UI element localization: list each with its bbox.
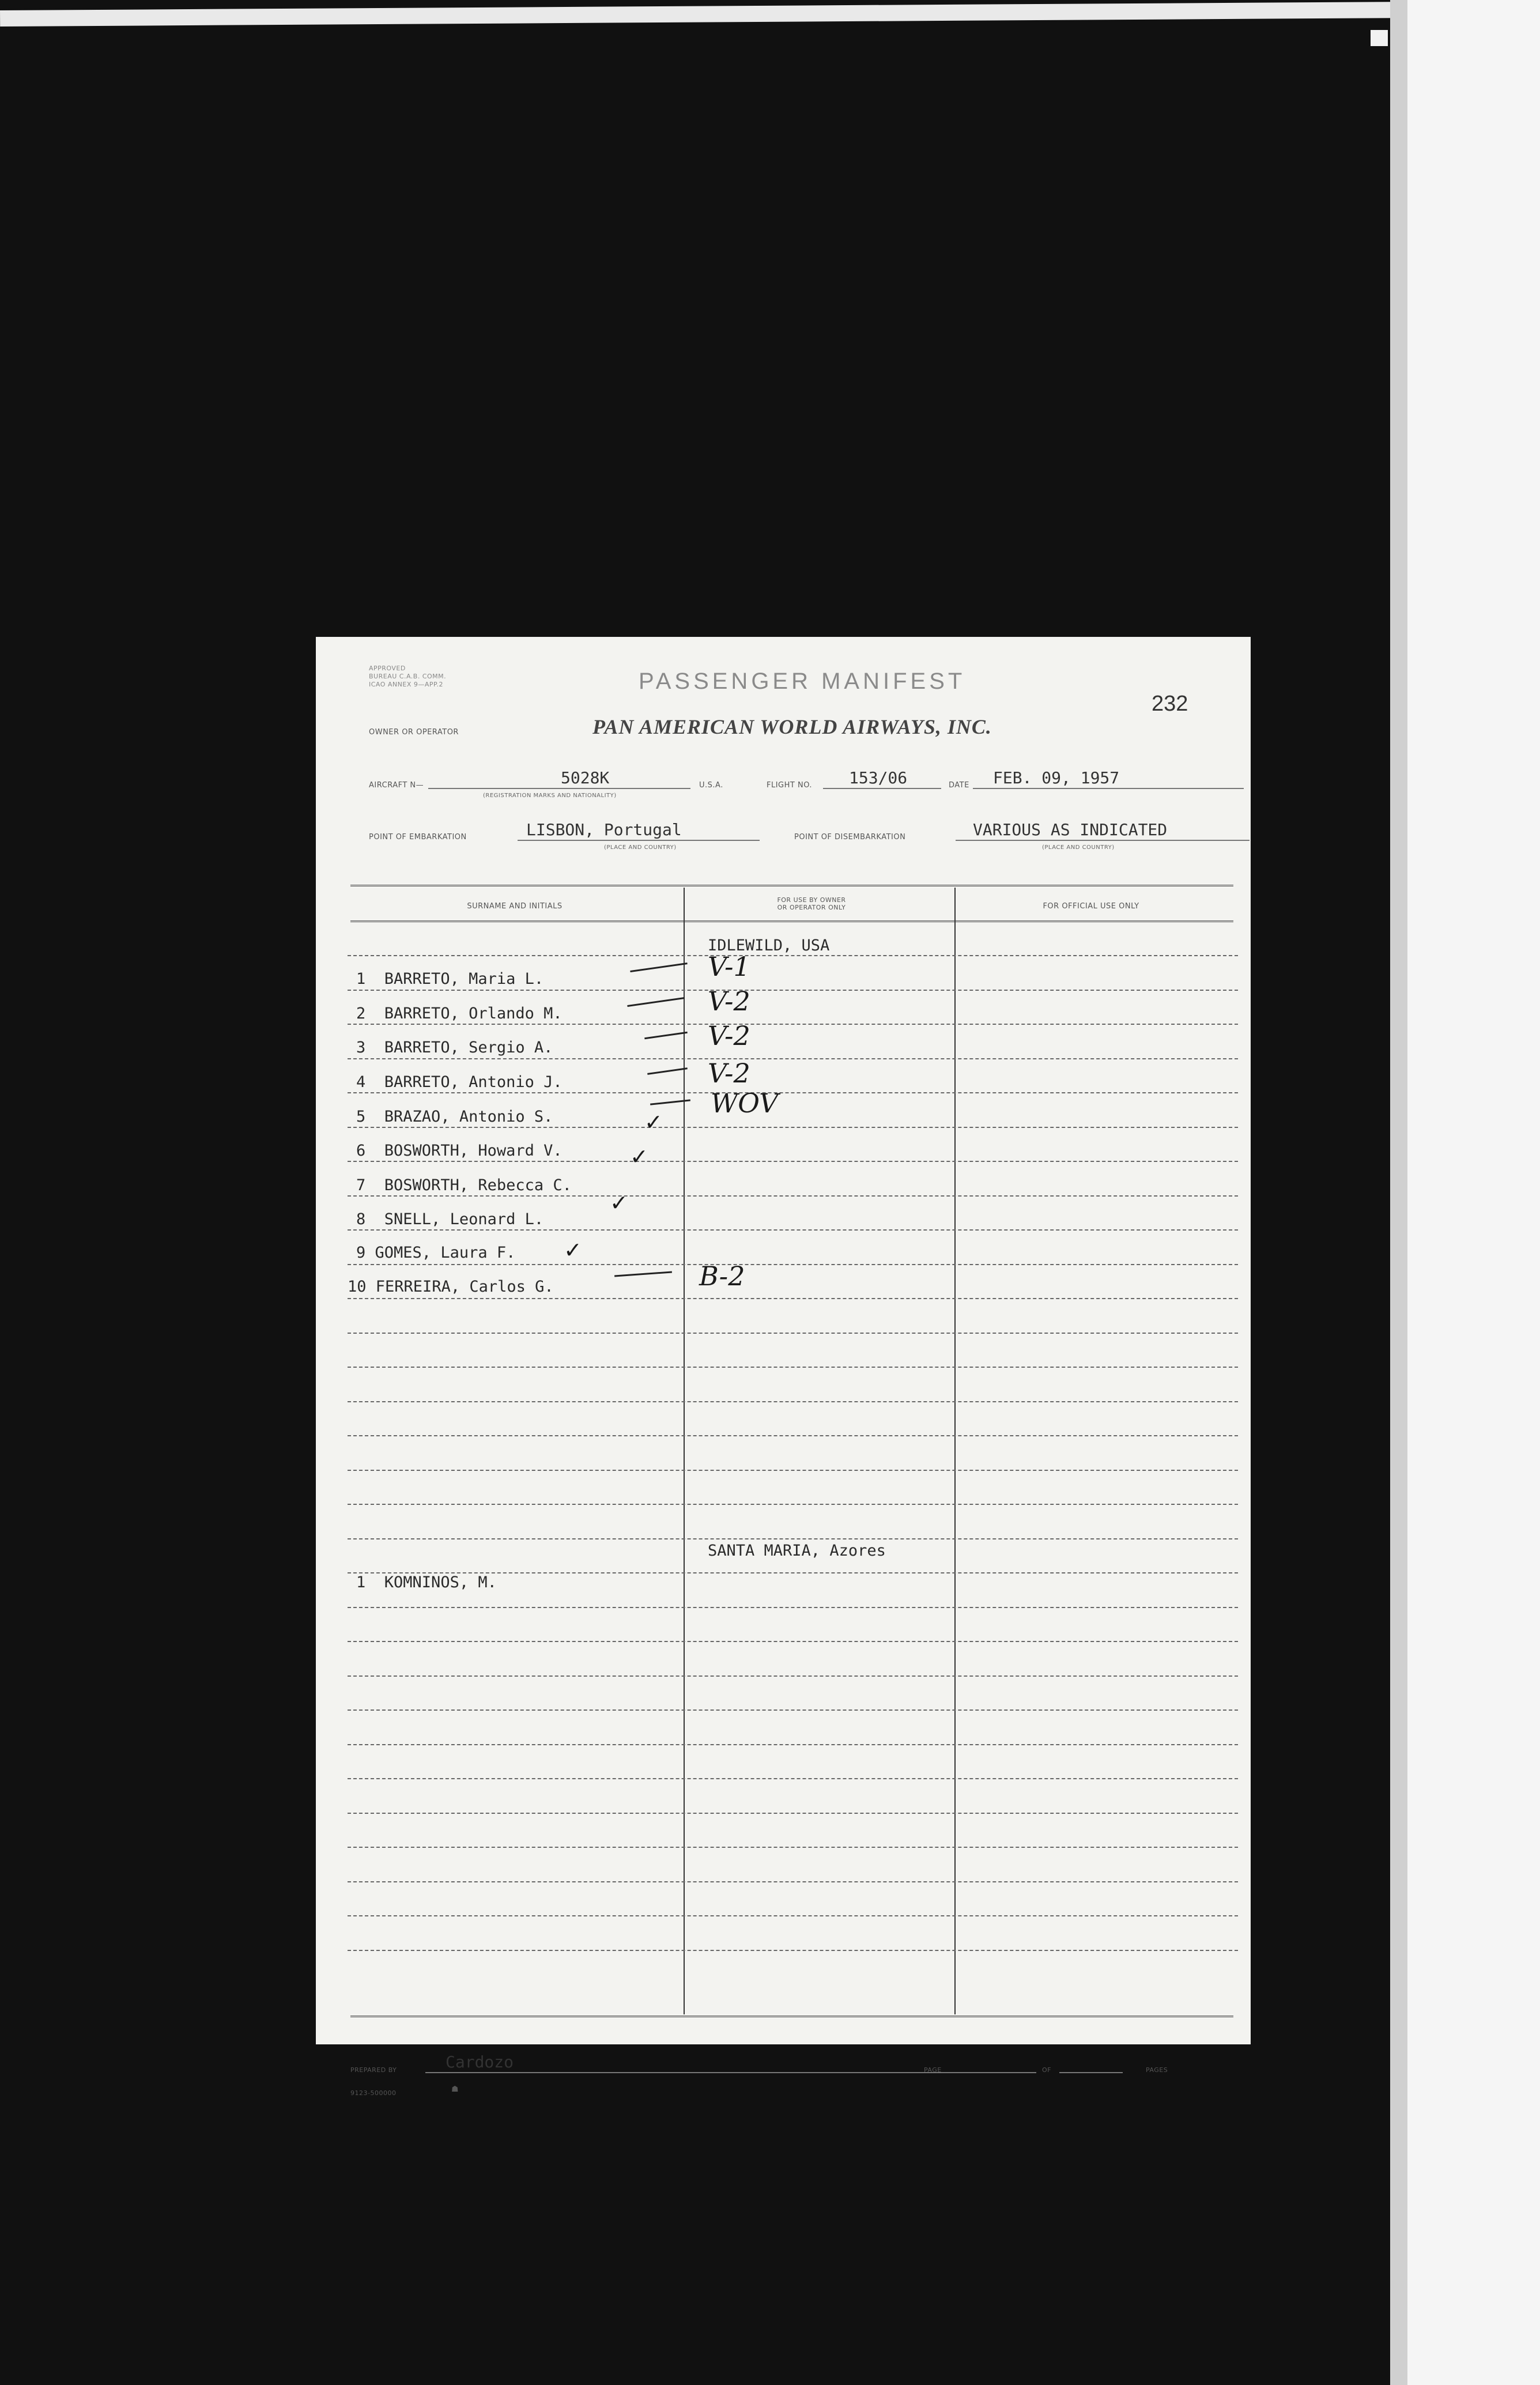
manifest-page [316, 637, 1251, 2097]
owner-name: PAN AMERICAN WORLD AIRWAYS, INC. [592, 715, 992, 738]
list-item [356, 1108, 553, 1126]
flight-value: 153/06 [849, 768, 908, 787]
row-number: 10 [348, 1278, 367, 1296]
film-edge-right-shadow [1390, 0, 1407, 2385]
row-rule [348, 1915, 1238, 1916]
row-rule [348, 1744, 1238, 1745]
row-rule [348, 1709, 1238, 1711]
date-underline [973, 788, 1244, 789]
row-number: 9 [356, 1244, 366, 1262]
passenger-name: BARRETO, Antonio J. [384, 1073, 563, 1091]
list-item [348, 1278, 554, 1296]
disembark-label: POINT OF DISEMBARKATION [794, 833, 906, 841]
prepared-label: PREPARED BY [350, 2066, 397, 2074]
row-number: 5 [356, 1108, 366, 1126]
embark-label: POINT OF EMBARKATION [369, 833, 467, 841]
list-item [356, 970, 543, 988]
row-rule [348, 1435, 1238, 1436]
disembark-value: VARIOUS AS INDICATED [973, 820, 1168, 839]
passenger-name: BARRETO, Orlando M. [384, 1005, 563, 1022]
row-rule [348, 1229, 1238, 1231]
date-value: FEB. 09, 1957 [993, 768, 1120, 787]
disembark-underline [956, 840, 1250, 841]
passenger-name: BOSWORTH, Rebecca C. [384, 1176, 572, 1194]
union-bug-icon: ☗ [451, 2085, 459, 2094]
row-number: 4 [356, 1073, 366, 1091]
usa-label: U.S.A. [699, 781, 723, 790]
page-number: 232 [1152, 692, 1188, 716]
table-top-rule [350, 885, 1233, 886]
row-rule [348, 1470, 1238, 1471]
passenger-name: FERREIRA, Carlos G. [375, 1278, 554, 1296]
passenger-name: BRAZAO, Antonio S. [384, 1108, 553, 1126]
handwritten-mark: V-1 [708, 951, 750, 982]
row-rule [348, 1401, 1238, 1402]
row-rule [348, 1195, 1238, 1197]
row-rule [348, 1092, 1238, 1093]
form-title: PASSENGER MANIFEST [639, 669, 966, 694]
page-label: PAGE [924, 2066, 942, 2074]
handwritten-mark: V-2 [708, 1058, 750, 1089]
passenger-name: SNELL, Leonard L. [384, 1210, 544, 1228]
tick-dash [644, 1032, 688, 1039]
col-surname: SURNAME AND INITIALS [467, 902, 563, 911]
col-divider-2 [954, 888, 956, 2014]
flight-label: FLIGHT NO. [767, 781, 813, 790]
tick-dash [614, 1271, 672, 1277]
handwritten-mark: V-2 [708, 986, 750, 1017]
row-rule [348, 1778, 1238, 1779]
row-rule [348, 1607, 1238, 1608]
row-rule [348, 1641, 1238, 1642]
aircraft-value: 5028K [561, 768, 610, 787]
passenger-name: KOMNINOS, M. [384, 1573, 497, 1591]
embark-underline [518, 840, 760, 841]
date-label: DATE [949, 781, 969, 790]
row-rule [348, 1504, 1238, 1505]
tick-dash [630, 963, 687, 972]
row-rule [348, 1161, 1238, 1162]
film-edge-tab [1371, 30, 1388, 46]
pages-label: PAGES [1146, 2066, 1168, 2074]
aircraft-underline [428, 788, 690, 789]
list-item [356, 1176, 572, 1194]
embark-sublabel: (PLACE AND COUNTRY) [604, 844, 677, 851]
approval-note: APPROVED BUREAU C.A.B. COMM. ICAO ANNEX 9—APP.2 [369, 665, 447, 688]
row-rule [348, 1127, 1238, 1128]
row-number: 1 [356, 970, 366, 988]
passenger-name: BARRETO, Sergio A. [384, 1039, 553, 1056]
col-owner-use: FOR USE BY OWNER OR OPERATOR ONLY [777, 896, 846, 911]
row-rule [348, 1298, 1238, 1299]
row-rule [348, 1538, 1238, 1539]
group-destination: IDLEWILD, USA [708, 937, 830, 954]
passenger-name: BOSWORTH, Howard V. [384, 1142, 563, 1160]
row-rule [348, 1881, 1238, 1882]
prepared-by: Cardozo [446, 2052, 514, 2071]
row-rule [348, 1813, 1238, 1814]
prepared-underline [425, 2072, 1036, 2073]
row-number: 7 [356, 1176, 366, 1194]
list-item [356, 1244, 515, 1262]
checkmark: ✓ [644, 1110, 663, 1135]
checkmark: ✓ [630, 1144, 648, 1169]
row-rule [348, 1847, 1238, 1848]
row-rule [348, 1024, 1238, 1025]
list-item [356, 1142, 563, 1160]
row-rule [348, 1333, 1238, 1334]
aircraft-label: AIRCRAFT N— [369, 781, 424, 790]
row-rule [348, 1058, 1238, 1059]
passenger-name: GOMES, Laura F. [375, 1244, 516, 1262]
row-rule [348, 1367, 1238, 1368]
of-underline [1059, 2072, 1123, 2073]
list-item [356, 1573, 497, 1591]
owner-label: OWNER OR OPERATOR [369, 728, 459, 737]
row-number: 3 [356, 1039, 366, 1056]
handwritten-mark: B-2 [699, 1261, 745, 1292]
disembark-sublabel: (PLACE AND COUNTRY) [1042, 844, 1115, 851]
row-rule [348, 1264, 1238, 1265]
row-rule [348, 1675, 1238, 1677]
row-number: 1 [356, 1573, 366, 1591]
embark-value: LISBON, Portugal [526, 820, 682, 839]
form-number: 9123-500000 [350, 2089, 397, 2097]
tick-dash [627, 997, 684, 1007]
passenger-name: BARRETO, Maria L. [384, 970, 544, 988]
list-item [356, 1039, 553, 1056]
table-head-rule [350, 920, 1233, 922]
group-destination: SANTA MARIA, Azores [708, 1542, 886, 1560]
checkmark: ✓ [564, 1237, 582, 1263]
list-item [356, 1073, 563, 1091]
table-bottom-rule [350, 2016, 1233, 2017]
col-official: FOR OFFICIAL USE ONLY [1043, 902, 1139, 911]
handwritten-mark: V-2 [708, 1020, 750, 1051]
row-rule [348, 990, 1238, 991]
col-divider-1 [684, 888, 685, 2014]
tick-dash [647, 1067, 688, 1075]
handwritten-mark: WOV [711, 1088, 779, 1119]
of-label: OF [1042, 2066, 1051, 2074]
flight-underline [823, 788, 941, 789]
row-rule [348, 955, 1238, 956]
checkmark: ✓ [610, 1190, 628, 1216]
list-item [356, 1005, 563, 1022]
row-rule [348, 1950, 1238, 1951]
film-edge-right [1390, 0, 1540, 2385]
row-number: 6 [356, 1142, 366, 1160]
list-item [356, 1210, 543, 1228]
row-number: 8 [356, 1210, 366, 1228]
aircraft-sublabel: (REGISTRATION MARKS AND NATIONALITY) [483, 793, 617, 799]
row-number: 2 [356, 1005, 366, 1022]
